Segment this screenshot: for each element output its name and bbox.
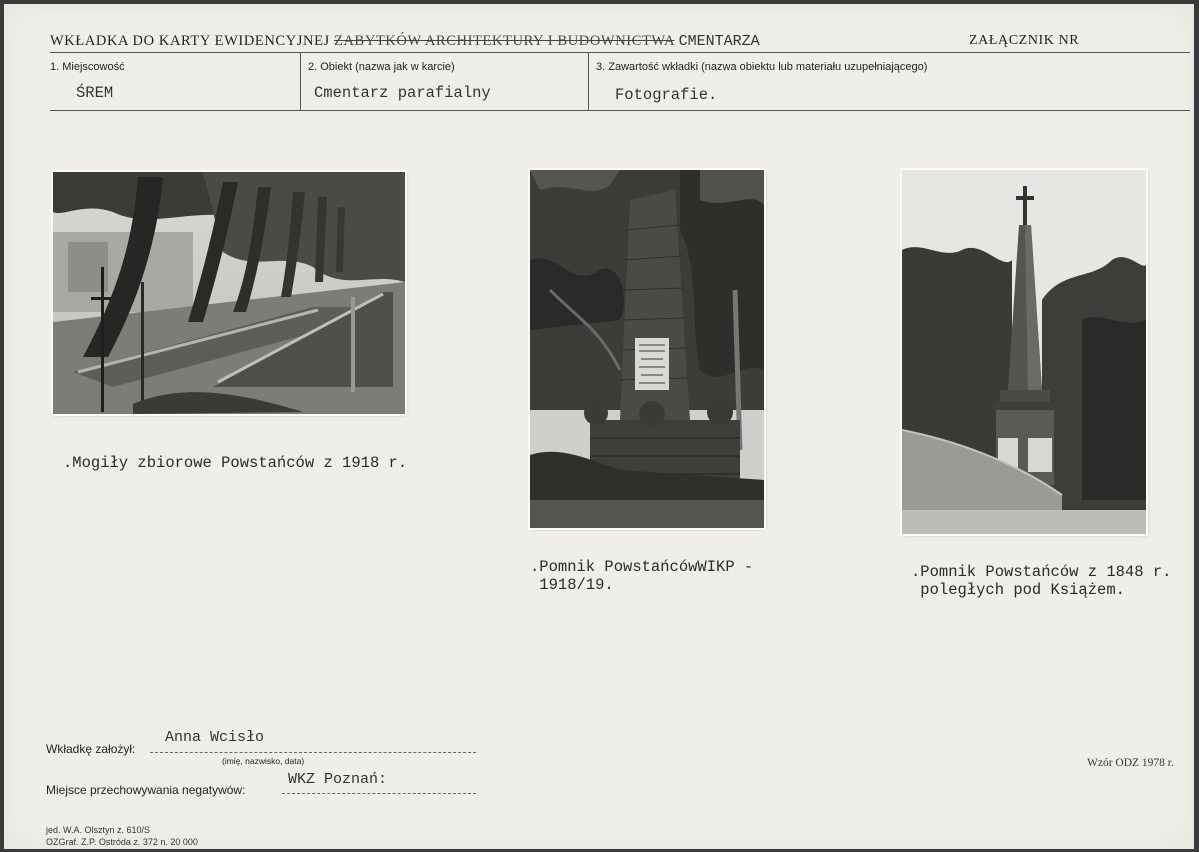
negatives-storage-label: Miejsce przechowywania negatywów: bbox=[46, 783, 246, 797]
photo-wikp-monument bbox=[530, 170, 764, 528]
founded-by-hint: (imię, nazwisko, data) bbox=[222, 756, 305, 766]
header-rule bbox=[50, 52, 1190, 53]
photo-1848-monument-image bbox=[902, 170, 1146, 534]
field-label-contents: 3. Zawartość wkładki (nazwa obiektu lub materiału uzupełniającego) bbox=[596, 61, 928, 73]
fields-rule bbox=[50, 110, 1190, 111]
founded-by-label: Wkładkę założył: bbox=[46, 742, 136, 756]
field-divider-1 bbox=[300, 52, 301, 110]
form-model-note: Wzór ODZ 1978 r. bbox=[1087, 757, 1174, 769]
founded-by-value: Anna Wcisło bbox=[165, 729, 265, 746]
field-value-locality: ŚREM bbox=[76, 84, 114, 102]
photo-wikp-monument-image bbox=[530, 170, 764, 528]
field-label-object: 2. Obiekt (nazwa jak w karcie) bbox=[308, 61, 455, 73]
title-struck: ZABYTKÓW ARCHITEKTURY I BUDOWNICTWA bbox=[334, 33, 675, 49]
printer-imprint-2: OZGraf. Z.P. Ostróda z. 372 n. 20 000 bbox=[46, 837, 198, 847]
field-divider-2 bbox=[588, 52, 589, 110]
caption-wikp-line2: 1918/19. bbox=[530, 576, 614, 594]
founded-by-line bbox=[150, 752, 476, 753]
caption-1848-line1: .Pomnik Powstańców z 1848 r. bbox=[911, 563, 1172, 581]
negatives-storage-line bbox=[282, 793, 476, 794]
negatives-storage-value: WKZ Poznań: bbox=[288, 771, 388, 788]
caption-mass-graves: .Mogiły zbiorowe Powstańców z 1918 r. bbox=[63, 454, 408, 472]
attachment-number-label: ZAŁĄCZNIK NR bbox=[969, 33, 1080, 48]
field-label-locality: 1. Miejscowość bbox=[50, 61, 125, 73]
title-printed: WKŁADKA DO KARTY EWIDENCYJNEJ bbox=[50, 33, 330, 49]
photo-mass-graves-image bbox=[53, 172, 405, 414]
caption-wikp-line1: .Pomnik PowstańcówWIKP - bbox=[530, 558, 754, 576]
field-value-object: Cmentarz parafialny bbox=[314, 84, 491, 102]
archival-card-sheet bbox=[4, 4, 1194, 849]
field-value-contents: Fotografie. bbox=[615, 86, 718, 104]
photo-1848-monument bbox=[902, 170, 1146, 534]
caption-1848-line2: poległych pod Książem. bbox=[911, 581, 1125, 599]
printer-imprint-1: jed. W.A. Olsztyn z. 610/S bbox=[46, 825, 151, 835]
card-title bbox=[50, 33, 760, 50]
photo-mass-graves bbox=[53, 172, 405, 414]
title-typed: CMENTARZA bbox=[678, 33, 760, 50]
